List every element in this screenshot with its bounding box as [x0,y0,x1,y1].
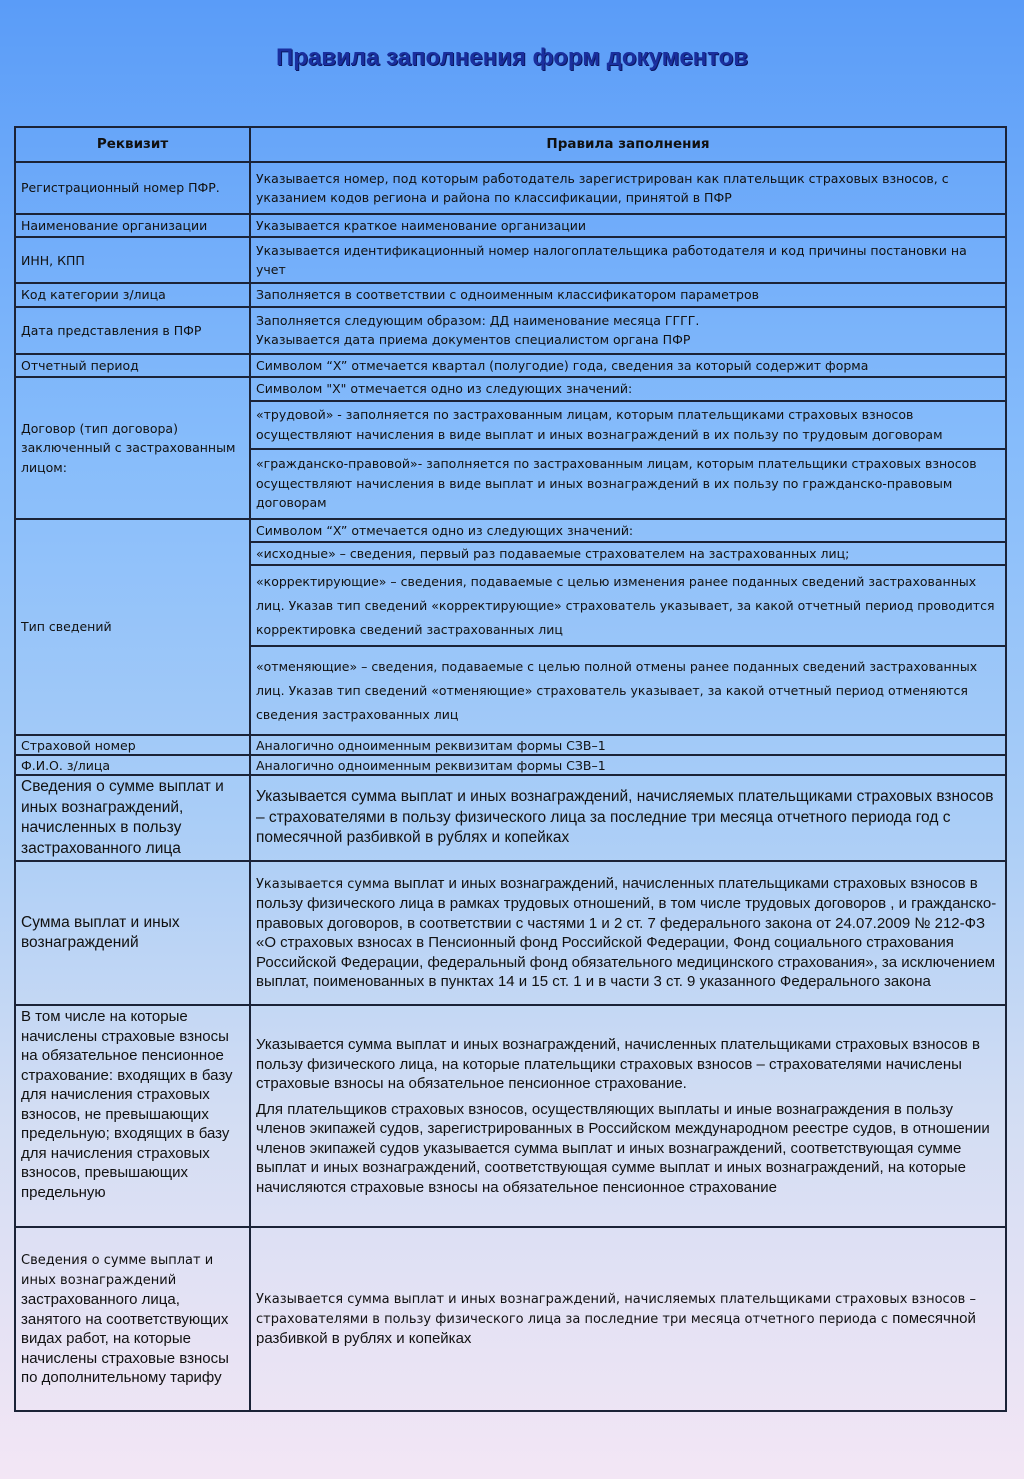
rule-text: помесячной разбивкой в рублях и копейках [256,1310,976,1348]
requisite-cell: Страховой номер [15,735,250,755]
requisite-lead-text: Сведения о сумме выплат и иных вознаграждений [21,1253,214,1289]
rule-text: выплат и иных вознаграждений, начисленных плательщиками страховых взносов в пользу физического лица в рамках трудовых отношений, в том числе трудовых договоров , и гражданско-правовых договоров, в соответствии с частями 1 и 2 ст. 7 федерального закона от 24.07.2009 № 212-ФЗ «О страховых взносах в Пенсионный фонд Российской Федерации, Фонд социального страхования Российской Федерации, федеральный фонд обязательного медицинского страхования», за исключением выплат, поименованных в пунктах 14 и 15 ст. 1 и в части 3 ст. 9 указанного Федерального закона [256,875,997,991]
table-row [15,735,1006,755]
table-row [15,307,1006,354]
requisite-cell: Отчетный период [15,354,250,377]
table-row [15,377,1006,400]
table-row [15,237,1006,283]
rule-cell [250,307,1006,354]
requisite-text: застрахованного лица, занятого на соответствующих видах работ, на которые начислены страховые взносы по дополнительному тарифу [21,1291,229,1387]
rule-cell: «корректирующие» – сведения, подаваемые с целью изменения ранее поданных сведений застрахованных лиц. Указав тип сведений «корректирующие» страхователь указывает, за какой отчетный период проводится корректировка сведений застрахованных лиц [250,565,1006,646]
table-row [15,214,1006,237]
requisite-cell: Договор (тип договора) заключенный с застрахованным лицом: [15,377,250,518]
table-row [15,775,1006,861]
header-requisite: Реквизит [15,127,250,162]
rule-cell: Указывается номер, под которым работодатель зарегистрирован как плательщик страховых взносов, с указанием кодов региона и района по классификации, принятой в ПФР [250,162,1006,214]
requisite-cell: Ф.И.О. з/лица [15,755,250,775]
rule-paragraph: Для плательщиков страховых взносов, осуществляющих выплаты и иные вознаграждения в пользу членов экипажей судов, зарегистрированных в Российском международном реестре судов, в отношении членов экипажей судов указывается сумма выплат и иных вознаграждений, соответствующая сумме выплат и иных вознаграждений, соответствующая сумме выплат и иных вознаграждений, на которые начисляются страховые взносы на обязательное пенсионное страхование [256,1100,990,1196]
rule-cell: Аналогично одноименным реквизитам формы СЗВ–1 [250,755,1006,775]
rule-cell: «трудовой» - заполняется по застрахованным лицам, которым плательщиками страховых взносов осуществляют начисления в виде выплат и иных вознаграждений в их пользу по трудовым договорам [250,401,1006,449]
rule-cell: Символом “X” отмечается одно из следующих значений: [250,519,1006,542]
table-header-row [15,127,1006,162]
table-row [15,861,1006,1005]
table-row [15,519,1006,542]
requisite-cell: Дата представления в ПФР [15,307,250,354]
rule-lead-text: Указывается сумма [256,877,390,893]
rule-cell: Указывается идентификационный номер налогоплательщика работодателя и код причины постановки на учет [250,237,1006,283]
rule-line: Указывается дата приема документов специалистом органа ПФР [256,332,691,348]
requisite-cell: Регистрационный номер ПФР. [15,162,250,214]
requisite-cell: Сведения о сумме выплат и иных вознаграждений, начисленных в пользу застрахованного лица [15,775,250,861]
requisite-cell: В том числе на которые начислены страховые взносы на обязательное пенсионное страхование: входящих в базу для начисления страховых взносов, не превышающих предельную; входящих в базу для начисления страховых взносов, превышающих предельную [15,1005,250,1227]
rule-cell: «гражданско-правовой»- заполняется по застрахованным лицам, которым плательщики страховых взносов осуществляют начисления в виде выплат и иных вознаграждений в их пользу по гражданско-правовым договорам [250,449,1006,519]
rule-cell [250,1005,1006,1227]
table-row [15,162,1006,214]
rule-cell: Символом “X” отмечается квартал (полугодие) года, сведения за который содержит форма [250,354,1006,377]
rule-line: Заполняется следующим образом: ДД наименование месяца ГГГГ. [256,312,700,328]
rule-lead-text: Указывается сумма выплат и иных вознаграждений, начисляемых плательщиками страховых взносов – страхователями в пользу физического лица за последние три месяца отчетного периода с [256,1292,976,1328]
rule-paragraph: Указывается сумма выплат и иных вознаграждений, начисленных плательщиками страховых взносов в пользу физического лица, на которые плательщики страховых взносов – страхователями начислены страховые взносы на обязательное пенсионное страхование. [256,1036,980,1093]
rule-cell: «отменяющие» – сведения, подаваемые с целью полной отмены ранее поданных сведений застрахованных лиц. Указав тип сведений «отменяющие» страхователь указывает, за какой отчетный период отменяются сведения застрахованных лиц [250,646,1006,735]
requisite-cell: Код категории з/лица [15,283,250,306]
table-row [15,755,1006,775]
requisite-cell: Наименование организации [15,214,250,237]
page-title: Правила заполнения форм документов [275,44,749,71]
rule-cell: Заполняется в соответствии с одноименным классификатором параметров [250,283,1006,306]
table-row [15,1227,1006,1411]
table-row [15,354,1006,377]
rule-cell [250,861,1006,1005]
rule-cell: Аналогично одноименным реквизитам формы СЗВ–1 [250,735,1006,755]
rule-cell: «исходные» – сведения, первый раз подаваемые страхователем на застрахованных лиц; [250,542,1006,565]
rule-cell: Указывается краткое наименование организации [250,214,1006,237]
rule-cell [250,1227,1006,1411]
table-row [15,1005,1006,1227]
rules-table [14,126,1007,1412]
table-row [15,283,1006,306]
requisite-cell: ИНН, КПП [15,237,250,283]
requisite-cell: Сумма выплат и иных вознаграждений [15,861,250,1005]
requisite-cell [15,1227,250,1411]
requisite-cell: Тип сведений [15,519,250,736]
rule-cell: Указывается сумма выплат и иных вознаграждений, начисляемых плательщиками страховых взносов – страхователями в пользу физического лица за последние три месяца отчетного периода год с помесячной разбивкой в рублях и копейках [250,775,1006,861]
header-rules: Правила заполнения [250,127,1006,162]
rule-cell: Символом "X" отмечается одно из следующих значений: [250,377,1006,400]
